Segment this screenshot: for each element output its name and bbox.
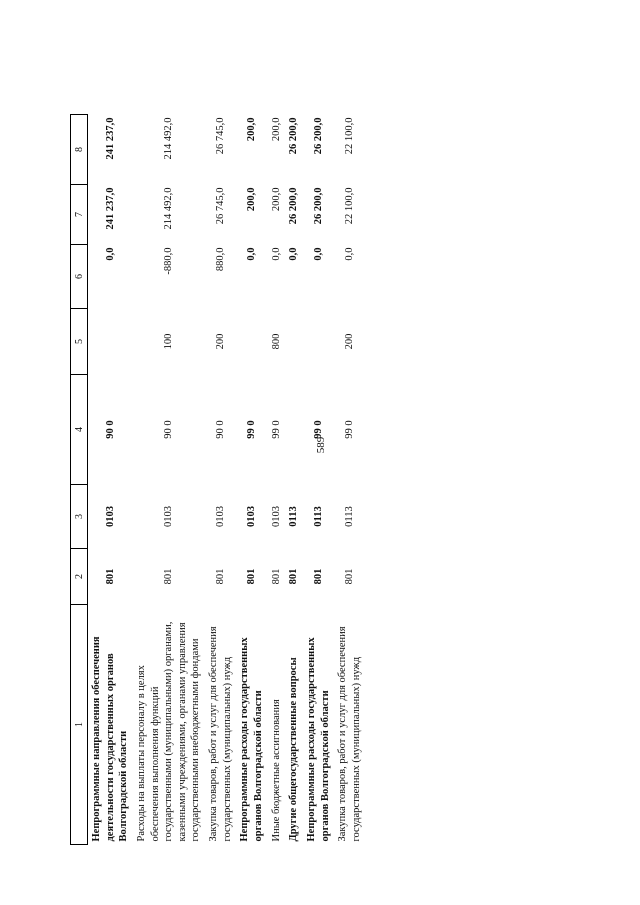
cell-col-2: 801 bbox=[270, 568, 282, 585]
cell-col-3: 0103 bbox=[214, 506, 226, 527]
table-row bbox=[285, 115, 303, 845]
cell-col-6: 880,0 bbox=[214, 247, 226, 272]
cell-col-6: 0,0 bbox=[312, 247, 324, 261]
cell-col-2: 801 bbox=[288, 568, 300, 585]
cell-col-7: 214 492,0 bbox=[163, 187, 175, 230]
cell-col-5: 100 bbox=[163, 333, 175, 350]
table-row bbox=[303, 115, 334, 845]
cell-col-4 bbox=[285, 375, 303, 485]
cell-col-2: 801 bbox=[312, 568, 324, 585]
cell-col-4: 99 0 bbox=[312, 420, 324, 439]
table-row bbox=[236, 115, 267, 845]
row-name: Закупка товаров, работ и услуг для обеспечения государственных (муниципальных) нужд bbox=[208, 626, 233, 842]
cell-col-3: 0113 bbox=[312, 506, 324, 527]
row-name: Другие общегосударственные вопросы bbox=[288, 657, 300, 842]
budget-table bbox=[70, 114, 366, 845]
cell-col-2: 801 bbox=[246, 568, 258, 585]
table-row bbox=[88, 115, 133, 845]
table-row bbox=[268, 115, 286, 845]
header-col-8: 8 bbox=[71, 115, 88, 185]
header-col-3: 3 bbox=[71, 485, 88, 549]
cell-col-7: 26 200,0 bbox=[312, 187, 324, 225]
cell-col-4: 90 0 bbox=[214, 420, 226, 439]
cell-col-8: 26 200,0 bbox=[312, 117, 324, 155]
cell-col-7: 241 237,0 bbox=[104, 187, 116, 230]
cell-col-5: 200 bbox=[214, 333, 226, 350]
cell-col-7: 26 200,0 bbox=[288, 187, 300, 225]
cell-col-2: 801 bbox=[104, 568, 116, 585]
cell-col-3: 0113 bbox=[288, 506, 300, 527]
row-name: Непрограммные расходы государственных органов Волгоградской области bbox=[239, 637, 265, 842]
cell-col-4: 99 0 bbox=[270, 420, 282, 439]
cell-col-8: 200,0 bbox=[246, 117, 258, 142]
cell-col-5: 800 bbox=[270, 333, 282, 350]
row-name: Непрограммные расходы государственных органов Волгоградской области bbox=[305, 637, 331, 842]
cell-col-3: 0103 bbox=[163, 506, 175, 527]
header-col-6: 6 bbox=[71, 245, 88, 309]
rotated-table-container bbox=[70, 115, 590, 845]
cell-col-8: 214 492,0 bbox=[163, 117, 175, 160]
cell-col-3: 0103 bbox=[104, 506, 116, 527]
row-name: Иные бюджетные ассигнования bbox=[270, 699, 282, 842]
cell-col-6: 0,0 bbox=[288, 247, 300, 261]
header-col-2: 2 bbox=[71, 549, 88, 605]
cell-col-8: 22 100,0 bbox=[344, 117, 356, 155]
cell-col-8: 200,0 bbox=[270, 117, 282, 142]
cell-col-4: 90 0 bbox=[104, 420, 116, 439]
cell-col-5 bbox=[303, 309, 334, 375]
cell-col-4: 99 0 bbox=[246, 420, 258, 439]
cell-col-8: 26 745,0 bbox=[214, 117, 226, 155]
cell-col-2: 801 bbox=[214, 568, 226, 585]
cell-col-7: 22 100,0 bbox=[344, 187, 356, 225]
cell-col-8: 26 200,0 bbox=[288, 117, 300, 155]
cell-col-2: 801 bbox=[163, 568, 175, 585]
cell-col-7: 200,0 bbox=[246, 187, 258, 212]
table-row bbox=[205, 115, 236, 845]
header-row bbox=[71, 115, 88, 845]
cell-col-4: 99 0 bbox=[344, 420, 356, 439]
cell-col-8: 241 237,0 bbox=[104, 117, 116, 160]
cell-col-7: 26 745,0 bbox=[214, 187, 226, 225]
table-row bbox=[334, 115, 365, 845]
cell-col-2: 801 bbox=[344, 568, 356, 585]
cell-col-5 bbox=[285, 309, 303, 375]
cell-col-5: 200 bbox=[344, 333, 356, 350]
header-col-4: 4 bbox=[71, 375, 88, 485]
cell-col-5 bbox=[236, 309, 267, 375]
header-col-1: 1 bbox=[71, 605, 88, 845]
cell-col-3: 0103 bbox=[270, 506, 282, 527]
cell-col-5 bbox=[88, 309, 133, 375]
page-number: 589 bbox=[315, 436, 327, 454]
header-col-7: 7 bbox=[71, 185, 88, 245]
cell-col-6: -880,0 bbox=[163, 247, 175, 275]
cell-col-6: 0,0 bbox=[270, 247, 282, 261]
cell-col-6: 0,0 bbox=[246, 247, 258, 261]
cell-col-7: 200,0 bbox=[270, 187, 282, 212]
row-name: Непрограммные направления обеспечения деятельности государственных органов Волгоградской области bbox=[91, 636, 130, 842]
header-col-5: 5 bbox=[71, 309, 88, 375]
cell-col-3: 0103 bbox=[246, 506, 258, 527]
cell-col-3: 0113 bbox=[344, 506, 356, 527]
row-name: Закупка товаров, работ и услуг для обеспечения государственных (муниципальных) нужд bbox=[337, 626, 362, 842]
cell-col-4: 90 0 bbox=[163, 420, 175, 439]
cell-col-6: 0,0 bbox=[344, 247, 356, 261]
cell-col-6: 0,0 bbox=[104, 247, 116, 261]
table-row bbox=[133, 115, 205, 845]
row-name: Расходы на выплаты персоналу в целях обеспечения выполнения функций государственными (муниципальными) органами, казенными учреждениями, органами управления государственными внебюджетными фондами bbox=[135, 621, 202, 842]
